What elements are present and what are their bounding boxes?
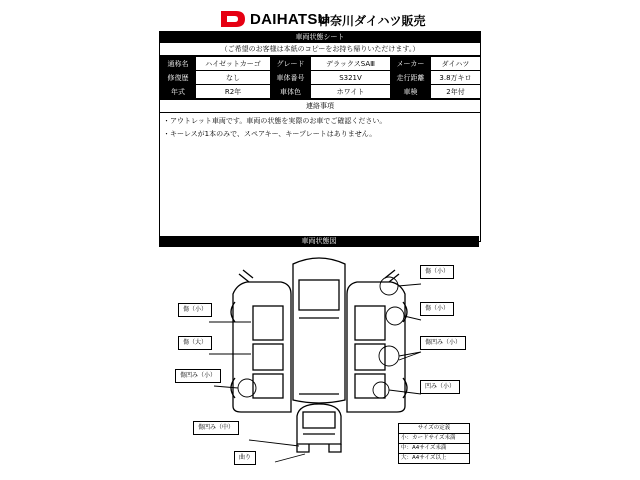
spec-label: 車検 bbox=[391, 85, 431, 99]
damage-tag: 傷凹み（小） bbox=[420, 336, 466, 350]
damage-tag: 傷（小） bbox=[420, 265, 454, 279]
spec-value: ハイゼットカーゴ bbox=[196, 57, 271, 71]
remarks-title: 連絡事項 bbox=[160, 99, 480, 113]
spec-value: S321V bbox=[311, 71, 391, 85]
damage-tag: 曲り bbox=[234, 451, 256, 465]
legend-item: 中：A4サイズ未満 bbox=[399, 444, 469, 454]
remark-line: ・アウトレット車両です。車両の状態を実際のお車でご確認ください。 bbox=[163, 117, 387, 125]
spec-label: グレード bbox=[271, 57, 311, 71]
spec-label: 車体番号 bbox=[271, 71, 311, 85]
spec-value: 3.8万キロ bbox=[431, 71, 481, 85]
spec-label: 走行距離 bbox=[391, 71, 431, 85]
spec-table bbox=[160, 56, 481, 99]
store-name: 神奈川ダイハツ販売 bbox=[318, 14, 426, 28]
spec-value: デラックスSAⅢ bbox=[311, 57, 391, 71]
spec-value: ダイハツ bbox=[431, 57, 481, 71]
sheet-note: （ご希望のお客様は本紙のコピーをお持ち帰りいただけます。） bbox=[160, 43, 480, 56]
spec-label: 修復歴 bbox=[161, 71, 196, 85]
spec-value: 2年付 bbox=[431, 85, 481, 99]
damage-tag: 傷凹み（中） bbox=[193, 421, 239, 435]
damage-tag: 傷（大） bbox=[178, 336, 212, 350]
damage-tag: 傷（小） bbox=[178, 303, 212, 317]
diagram-title: 車両状態図 bbox=[159, 236, 479, 247]
spec-label: 車体色 bbox=[271, 85, 311, 99]
size-legend bbox=[398, 423, 470, 464]
spec-value: R2年 bbox=[196, 85, 271, 99]
brand-name: DAIHATSU bbox=[250, 11, 329, 28]
vehicle-outline bbox=[231, 258, 407, 452]
remark-line: ・キーレスが1本のみで、スペアキー、キープレートはありません。 bbox=[163, 130, 377, 138]
spec-label: 年式 bbox=[161, 85, 196, 99]
spec-label: 通称名 bbox=[161, 57, 196, 71]
damage-tag: 傷凹み（小） bbox=[175, 369, 221, 383]
damage-tag: 凹み（小） bbox=[420, 380, 460, 394]
sheet-title: 車両状態シート bbox=[160, 32, 480, 43]
remarks-box bbox=[160, 113, 480, 241]
condition-sheet bbox=[159, 31, 481, 242]
spec-value: なし bbox=[196, 71, 271, 85]
legend-title: サイズの定義 bbox=[399, 424, 469, 434]
table-row bbox=[161, 85, 481, 99]
spec-label: メーカー bbox=[391, 57, 431, 71]
legend-item: 小：カードサイズ未満 bbox=[399, 434, 469, 444]
legend-item: 大：A4サイズ以上 bbox=[401, 455, 447, 461]
table-row bbox=[161, 71, 481, 85]
daihatsu-logo-icon bbox=[218, 10, 246, 28]
damage-tag: 傷（小） bbox=[420, 302, 454, 316]
table-row bbox=[161, 57, 481, 71]
spec-value: ホワイト bbox=[311, 85, 391, 99]
